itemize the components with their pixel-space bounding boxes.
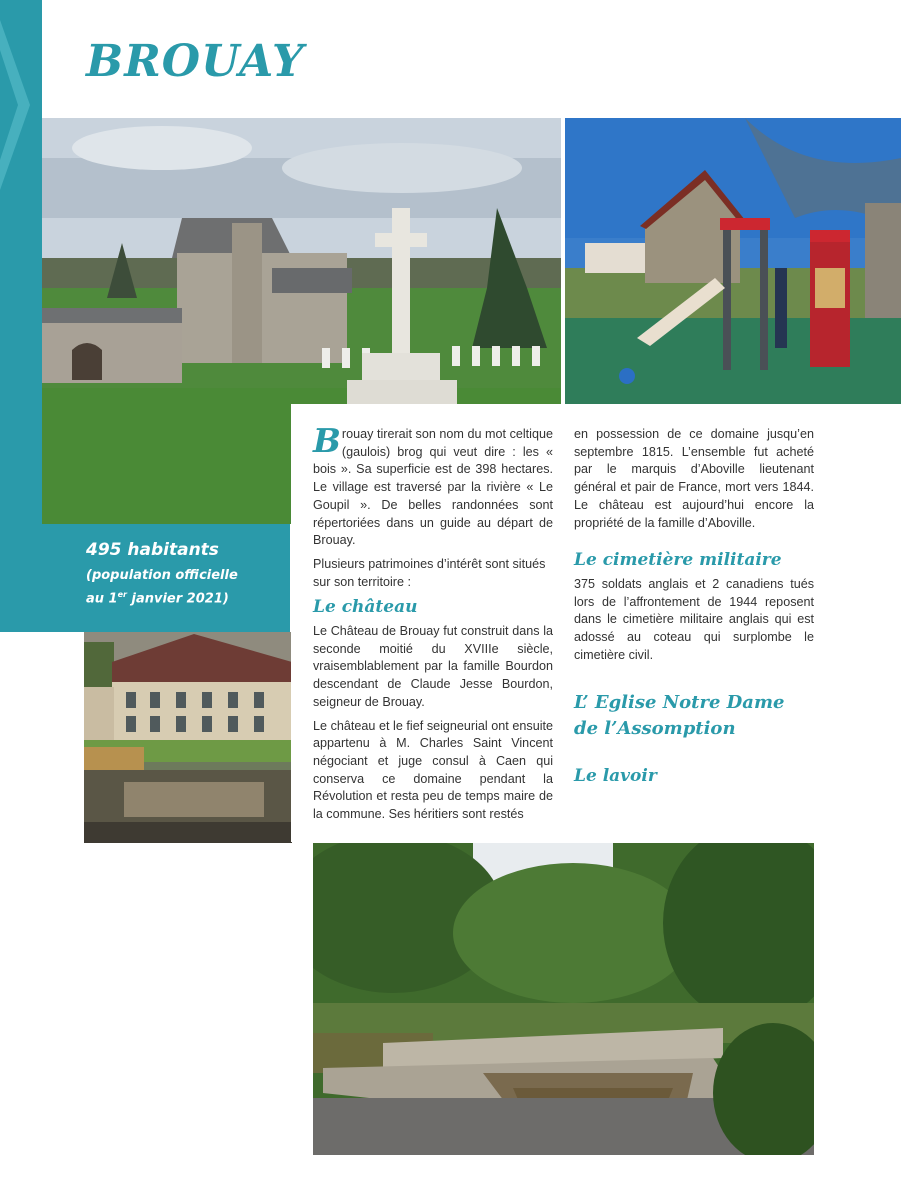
chateau-paragraph-3: en possession de ce domaine jusqu’en septembre 1815. L’ensemble fut acheté par le marquis d’Aboville lieutenant général et pair de France, mort vers 1844. Le château est aujourd’hui encore la propriété de la famille d’Aboville. <box>574 427 814 530</box>
population-note <box>86 566 238 608</box>
drop-cap: B <box>313 421 341 460</box>
intro-paragraph <box>313 421 553 550</box>
cimetiere-paragraph: 375 soldats anglais et 2 canadiens tués lors de l’affrontement de 1944 reposent dans le cimetière militaire anglais qui est adossé au coteau qui surplombe le cimetière civil. <box>574 576 814 662</box>
chevron-right-icon <box>0 0 42 220</box>
population-note-pre: au 1 <box>86 591 118 607</box>
intro-text-2: Plusieurs patrimoines d’intérêt sont situés sur son territoire : <box>313 556 546 589</box>
chateau-paragraph-2: Le château et le fief seigneurial ont ensuite appartenu à M. Charles Saint Vincent négociant et juge consul à Caen qui conserva ce domaine pendant la Révolution et resta peu de temps maire de la commune. Ses héritiers sont restés <box>313 718 553 822</box>
text-column-right <box>574 426 814 786</box>
text-column-left <box>313 421 553 830</box>
heading-cimetiere: Le cimetière militaire <box>574 550 782 571</box>
heading-lavoir: Le lavoir <box>574 766 657 787</box>
photo-lavoir <box>313 843 814 1155</box>
population-note-line2 <box>86 585 238 608</box>
population-note-sup: er <box>117 590 127 599</box>
photo-playground <box>565 118 901 404</box>
population-note-line1: (population officielle <box>86 568 238 583</box>
photo-chateau <box>84 632 292 843</box>
population-note-post: janvier 2021) <box>126 591 229 607</box>
intro-text: rouay tirerait son nom du mot celtique (gaulois) brog qui veut dire : les « bois ». Sa superficie est de 398 hectares. Le village est traversé par la rivière « Le Goupil ». De belles randonnées sont répertoriées dans un guide au départ de Brouay. <box>313 427 553 548</box>
chateau-paragraph-1: Le Château de Brouay fut construit dans la seconde moitié du XVIIIe siècle, vraisemblablement par la famille Bourdon descendant de Claude Jesse Bourdon, seigneur de Brouay. <box>313 624 553 709</box>
page-title: BROUAY <box>86 36 305 87</box>
heading-chateau: Le château <box>313 597 418 618</box>
population-count: 495 habitants <box>86 540 219 560</box>
heading-eglise: L’ Eglise Notre Dame de l’Assomption <box>574 692 785 740</box>
